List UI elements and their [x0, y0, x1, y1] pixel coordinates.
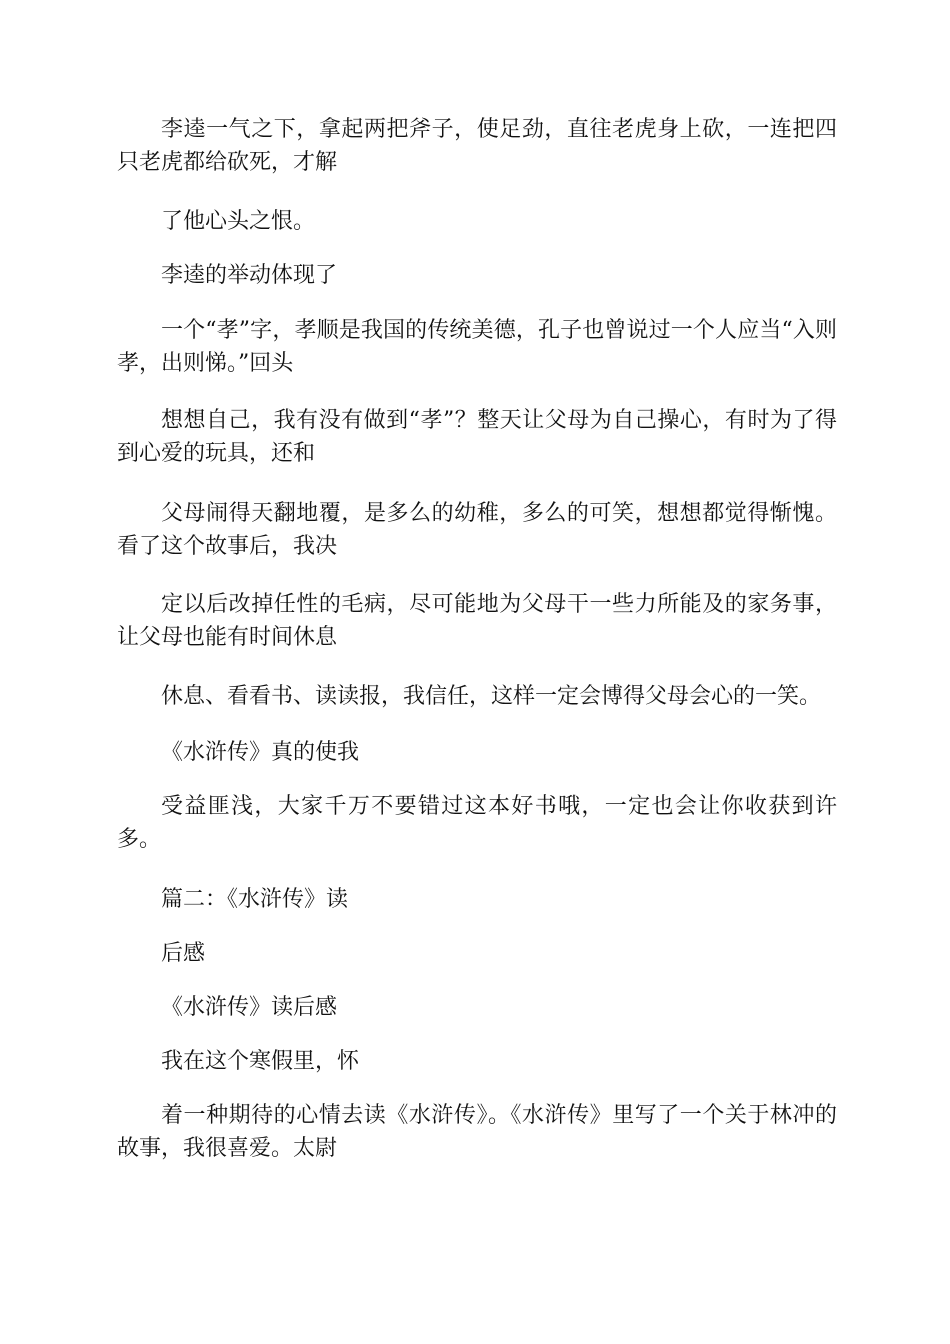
paragraph-2: 了他心头之恨。	[161, 209, 316, 234]
section-heading-part-2: 篇二：《水浒传》读	[161, 887, 349, 912]
section-heading-continued: 后感	[161, 941, 206, 966]
paragraph-9: 《水浒传》真的使我	[161, 740, 360, 765]
paragraph-8: 休息、看看书、读读报，我信任，这样一定会博得父母会心的一笑。	[161, 684, 822, 709]
paragraph-6: 父母闹得天翻地覆，是多么的幼稚，多么的可笑，想想都觉得惭愧。看了这个故事后，我决	[117, 501, 837, 559]
paragraph-10: 受益匪浅，大家千万不要错过这本好书哦，一定也会让你收获到许多。	[117, 794, 837, 852]
paragraph-12: 着一种期待的心情去读《水浒传》。《水浒传》里写了一个关于林冲的故事，我很喜爱。太尉	[117, 1103, 837, 1161]
paragraph-1: 李逵一气之下，拿起两把斧子，使足劲，直往老虎身上砍，一连把四只老虎都给砍死，才解	[117, 117, 837, 175]
paragraph-3: 李逵的举动体现了	[161, 263, 338, 288]
paragraph-5: 想想自己，我有没有做到“孝”？整天让父母为自己操心，有时为了得到心爱的玩具，还和	[117, 408, 837, 466]
paragraph-7: 定以后改掉任性的毛病，尽可能地为父母干一些力所能及的家务事，让父母也能有时间休息	[117, 592, 837, 650]
article-title: 《水浒传》读后感	[161, 995, 338, 1020]
paragraph-4: 一个“孝”字，孝顺是我国的传统美德，孔子也曾说过一个人应当“入则孝，出则悌。”回头	[117, 318, 837, 376]
paragraph-11: 我在这个寒假里，怀	[161, 1049, 360, 1074]
